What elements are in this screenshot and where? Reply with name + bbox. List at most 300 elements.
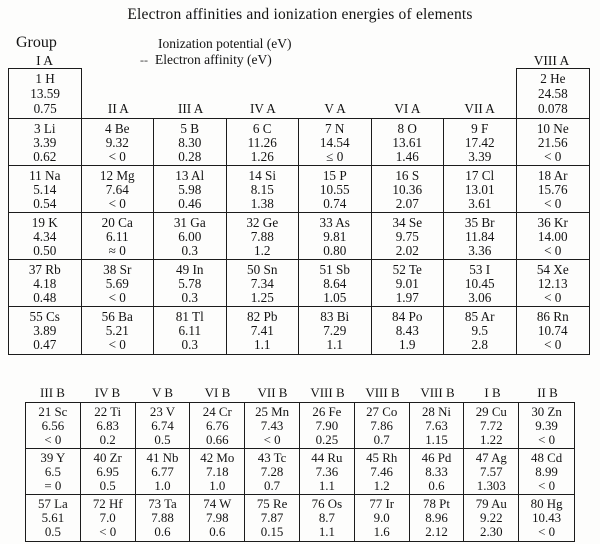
- element-symbol: 57 La: [38, 497, 68, 511]
- element-symbol: 43 Tc: [257, 451, 287, 465]
- ionization-potential: 8.7: [318, 511, 335, 525]
- electron-affinity: 0.6: [154, 525, 171, 539]
- element-symbol: 10 Ne: [536, 120, 569, 136]
- element-symbol: 18 Ar: [537, 167, 568, 183]
- element-cell: [444, 119, 517, 166]
- ionization-potential: 5.78: [178, 275, 202, 291]
- ionization-potential: 7.98: [206, 511, 229, 525]
- element-symbol: 25 Mn: [255, 405, 290, 419]
- ionization-potential: 7.86: [370, 419, 393, 433]
- electron-affinity: 1.05: [323, 289, 347, 305]
- electron-affinity: 2.02: [395, 242, 419, 258]
- element-symbol: 52 Te: [392, 261, 422, 277]
- electron-affinity: < 0: [263, 433, 281, 447]
- element-symbol: 3 Li: [33, 120, 56, 136]
- electron-affinity: = 0: [44, 479, 62, 493]
- main-periodic-table: [8, 68, 590, 355]
- element-symbol: 84 Po: [392, 308, 423, 324]
- element-cell: [299, 307, 372, 354]
- ionization-potential: 6.77: [151, 465, 174, 479]
- column-header-via: [371, 68, 443, 118]
- ionization-potential: 8.30: [178, 134, 202, 150]
- electron-affinity: 0.078: [538, 101, 568, 116]
- column-header-va: [299, 68, 371, 118]
- element-symbol: 78 Pt: [423, 497, 450, 511]
- element-symbol: 74 W: [203, 497, 232, 511]
- ionization-potential: 4.34: [33, 228, 57, 244]
- element-symbol: 11 Na: [29, 167, 61, 183]
- ionization-potential: 10.36: [392, 181, 423, 197]
- element-symbol: 7 N: [325, 120, 345, 136]
- electron-affinity: 0.74: [323, 195, 347, 211]
- element-symbol: 80 Hg: [530, 497, 563, 511]
- element-symbol: 50 Sn: [247, 261, 278, 277]
- electron-affinity: 0.46: [178, 195, 202, 211]
- ionization-potential: 8.64: [323, 275, 347, 291]
- element-symbol: 6 C: [252, 120, 272, 136]
- ionization-potential: 6.00: [178, 228, 202, 244]
- element-cell: [136, 495, 191, 541]
- electron-affinity: 3.39: [468, 148, 492, 164]
- element-symbol: 19 K: [31, 214, 58, 230]
- element-symbol: 86 Rn: [536, 308, 569, 324]
- column-header-label: VI A: [394, 101, 421, 116]
- element-cell: [464, 449, 519, 495]
- electron-affinity: 0.66: [206, 433, 229, 447]
- page-title: Electron affinities and ionization energies of elements: [127, 6, 473, 23]
- electron-affinity: < 0: [108, 336, 126, 352]
- element-symbol: 16 S: [395, 167, 420, 183]
- element-cell: [81, 495, 136, 541]
- electron-affinity: 3.36: [468, 242, 492, 258]
- electron-affinity: < 0: [99, 525, 117, 539]
- ionization-potential: 7.88: [151, 511, 174, 525]
- electron-affinity: 1.1: [318, 525, 335, 539]
- element-cell: [410, 403, 465, 449]
- column-header-label: VIII B: [310, 385, 345, 400]
- element-cell: [227, 119, 300, 166]
- element-cell: [154, 260, 227, 307]
- ionization-potential: 7.28: [260, 465, 284, 479]
- element-symbol: 32 Ge: [246, 214, 279, 230]
- electron-affinity: 0.5: [154, 433, 171, 447]
- electron-affinity: ≤ 0: [326, 148, 344, 164]
- ionization-potential: 24.58: [538, 86, 568, 101]
- element-symbol: 72 Hf: [92, 497, 123, 511]
- column-header-label: VI B: [204, 385, 231, 400]
- column-header-label: VIII B: [420, 385, 455, 400]
- element-symbol: 15 P: [322, 167, 347, 183]
- element-cell: [190, 495, 245, 541]
- element-symbol: 39 Y: [40, 451, 66, 465]
- element-symbol: 37 Rb: [28, 261, 61, 277]
- electron-affinity: 1.26: [250, 148, 274, 164]
- ionization-potential: 7.29: [323, 322, 347, 338]
- element-symbol: 55 Cs: [29, 308, 60, 324]
- element-symbol: 54 Xe: [536, 261, 569, 277]
- ionization-potential: 14.54: [319, 134, 350, 150]
- element-cell: [464, 403, 519, 449]
- element-cell: [372, 166, 445, 213]
- element-cell: [299, 213, 372, 260]
- element-symbol: 81 Tl: [175, 308, 204, 324]
- ionization-potential: 6.11: [178, 322, 202, 338]
- element-cell: [245, 495, 300, 541]
- electron-affinity: 0.3: [181, 242, 198, 258]
- ionization-potential: 5.21: [105, 322, 129, 338]
- electron-affinity: 1.2: [254, 242, 271, 258]
- electron-affinity: < 0: [538, 433, 556, 447]
- electron-affinity: 0.5: [44, 525, 61, 539]
- group-viiia-label: VIII A: [533, 53, 570, 68]
- column-header-label: IV B: [94, 385, 121, 400]
- ionization-potential: 7.63: [425, 419, 448, 433]
- element-cell: [300, 403, 355, 449]
- column-header-label: V B: [151, 385, 174, 400]
- electron-affinity: 0.2: [99, 433, 116, 447]
- element-symbol: 48 Cd: [531, 451, 563, 465]
- column-header-label: VII B: [257, 385, 288, 400]
- element-symbol: 75 Re: [256, 497, 288, 511]
- ionization-potential: 8.43: [395, 322, 419, 338]
- element-cell: [372, 119, 445, 166]
- ionization-potential: 7.36: [315, 465, 339, 479]
- ionization-potential: 6.76: [206, 419, 229, 433]
- ionization-potential: 13.61: [392, 134, 423, 150]
- electron-affinity: 3.61: [468, 195, 492, 211]
- ionization-potential: 9.5: [471, 322, 488, 338]
- electron-affinity: < 0: [108, 148, 126, 164]
- element-cell: [517, 166, 590, 213]
- element-symbol: 41 Nb: [146, 451, 179, 465]
- element-cell: [9, 260, 82, 307]
- electron-affinity: 2.07: [395, 195, 419, 211]
- ionization-potential: 13.01: [464, 181, 495, 197]
- ionization-potential: 6.74: [151, 419, 174, 433]
- ionization-potential: 7.0: [99, 511, 116, 525]
- element-symbol: 21 Sc: [38, 405, 68, 419]
- element-symbol: 23 V: [149, 405, 176, 419]
- ionization-potential: 5.14: [33, 181, 57, 197]
- ionization-potential: 10.43: [532, 511, 562, 525]
- element-symbol: 36 Kr: [537, 214, 568, 230]
- element-cell: [410, 449, 465, 495]
- element-cell: [82, 307, 155, 354]
- element-symbol: 85 Ar: [464, 308, 495, 324]
- column-header-iva: [227, 68, 299, 118]
- element-cell: [464, 495, 519, 541]
- electron-affinity: < 0: [108, 289, 126, 305]
- ionization-potential: 21.56: [537, 134, 568, 150]
- element-cell: [245, 403, 300, 449]
- element-cell: [444, 260, 517, 307]
- electron-affinity: 1.38: [250, 195, 274, 211]
- element-cell: [227, 166, 300, 213]
- ionization-potential: 5.61: [41, 511, 65, 525]
- element-cell: [519, 495, 574, 541]
- element-cell: [81, 403, 136, 449]
- element-cell: [82, 166, 155, 213]
- ionization-potential: 7.41: [250, 322, 274, 338]
- ionization-potential: 7.57: [480, 465, 503, 479]
- helium-cell: [516, 68, 590, 118]
- ionization-potential: 11.84: [465, 228, 495, 244]
- ionization-potential: 15.76: [537, 181, 568, 197]
- ionization-potential: 8.99: [535, 465, 558, 479]
- column-header-label: VIII B: [365, 385, 400, 400]
- column-header-label: III A: [177, 101, 204, 116]
- ionization-potential: 6.83: [96, 419, 119, 433]
- element-cell: [136, 449, 191, 495]
- element-symbol: 47 Ag: [475, 451, 507, 465]
- element-symbol: 77 Ir: [369, 497, 395, 511]
- element-symbol: 79 Au: [475, 497, 507, 511]
- element-cell: [9, 307, 82, 354]
- element-cell: [517, 260, 590, 307]
- electron-affinity: 1.46: [395, 148, 419, 164]
- element-symbol: 33 As: [319, 214, 350, 230]
- ionization-potential: 14.00: [537, 228, 568, 244]
- element-symbol: 82 Pb: [247, 308, 278, 324]
- electron-affinity: 1.22: [480, 433, 503, 447]
- element-cell: [190, 403, 245, 449]
- ionization-potential: 9.22: [480, 511, 503, 525]
- electron-affinity: < 0: [538, 525, 556, 539]
- element-symbol: 51 Sb: [319, 261, 350, 277]
- electron-affinity: 0.48: [33, 289, 57, 305]
- ionization-potential: 9.81: [323, 228, 347, 244]
- ionization-potential: 7.64: [105, 181, 129, 197]
- electron-affinity: 0.25: [315, 433, 339, 447]
- column-header-iiia: [155, 68, 227, 118]
- element-cell: [519, 449, 574, 495]
- element-cell: [410, 495, 465, 541]
- ionization-potential: 6.56: [41, 419, 65, 433]
- element-symbol: 26 Fe: [312, 405, 342, 419]
- ionization-potential: 7.43: [260, 419, 284, 433]
- column-header-label: VII A: [464, 101, 495, 116]
- main-table-body: [8, 118, 590, 355]
- element-symbol: 53 I: [469, 261, 491, 277]
- ionization-potential: 9.75: [395, 228, 419, 244]
- ionization-potential: 8.33: [425, 465, 448, 479]
- electron-affinity: 2.8: [471, 336, 488, 352]
- element-cell: [82, 119, 155, 166]
- element-symbol: 30 Zn: [531, 405, 562, 419]
- electron-affinity: 1.6: [373, 525, 390, 539]
- element-cell: [517, 213, 590, 260]
- element-symbol: 44 Ru: [311, 451, 343, 465]
- element-cell: [154, 307, 227, 354]
- column-header-label: I B: [484, 385, 501, 400]
- ionization-potential: 7.18: [206, 465, 229, 479]
- ionization-potential: 8.96: [425, 511, 448, 525]
- electron-affinity: 0.47: [33, 336, 57, 352]
- electron-affinity: 0.7: [373, 433, 390, 447]
- electron-affinity: 1.15: [425, 433, 448, 447]
- group-label: Group: [16, 34, 57, 51]
- ionization-potential: 7.34: [250, 275, 274, 291]
- element-symbol: 83 Bi: [320, 308, 350, 324]
- element-cell: [82, 213, 155, 260]
- legend-dash: --: [140, 53, 148, 67]
- legend-electron-affinity: [140, 52, 272, 68]
- element-cell: [517, 307, 590, 354]
- electron-affinity: < 0: [544, 195, 562, 211]
- element-cell: [355, 449, 410, 495]
- element-cell: [444, 307, 517, 354]
- electron-affinity: 1.9: [399, 336, 416, 352]
- element-symbol: 28 Ni: [421, 405, 451, 419]
- legend-ea-label: Electron affinity (eV): [155, 52, 272, 67]
- element-cell: [154, 213, 227, 260]
- element-cell: [26, 495, 81, 541]
- element-symbol: 9 F: [471, 120, 489, 136]
- legend-ionization-label: Ionization potential (eV): [158, 36, 292, 51]
- electron-affinity: 0.3: [181, 336, 198, 352]
- element-cell: [372, 260, 445, 307]
- electron-affinity: 1.0: [154, 479, 171, 493]
- element-symbol: 14 Si: [248, 167, 276, 183]
- ionization-potential: 7.88: [250, 228, 274, 244]
- ionization-potential: 9.0: [373, 511, 390, 525]
- column-header-viia: [444, 68, 516, 118]
- group-ia-label: I A: [36, 53, 53, 68]
- ionization-potential: 6.95: [96, 465, 119, 479]
- element-symbol: 5 B: [180, 120, 200, 136]
- column-header-label: II B: [537, 385, 558, 400]
- electron-affinity: 0.80: [323, 242, 347, 258]
- ionization-potential: 17.42: [464, 134, 495, 150]
- element-symbol: 56 Ba: [101, 308, 133, 324]
- element-symbol: 34 Se: [392, 214, 423, 230]
- element-symbol: 12 Mg: [99, 167, 135, 183]
- element-symbol: 27 Co: [366, 405, 398, 419]
- element-cell: [372, 307, 445, 354]
- ionization-potential: 6.11: [105, 228, 129, 244]
- ionization-potential: 3.39: [33, 134, 57, 150]
- electron-affinity: 1.1: [326, 336, 343, 352]
- ionization-potential: 7.46: [370, 465, 393, 479]
- element-symbol: 17 Cl: [465, 167, 495, 183]
- electron-affinity: 1.1: [254, 336, 271, 352]
- column-header-label: II A: [107, 101, 129, 116]
- transition-metals-table: [25, 385, 575, 542]
- element-cell: [372, 213, 445, 260]
- element-cell: [9, 119, 82, 166]
- electron-affinity: 0.3: [181, 289, 198, 305]
- electron-affinity: 1.2: [373, 479, 390, 493]
- element-cell: [355, 403, 410, 449]
- element-cell: [26, 403, 81, 449]
- element-cell: [81, 449, 136, 495]
- element-symbol: 24 Cr: [202, 405, 232, 419]
- electron-affinity: < 0: [544, 148, 562, 164]
- element-symbol: 22 Ti: [94, 405, 122, 419]
- element-cell: [26, 449, 81, 495]
- electron-affinity: 1.25: [250, 289, 274, 305]
- electron-affinity: 0.6: [209, 525, 226, 539]
- ionization-potential: 5.69: [105, 275, 129, 291]
- element-symbol: 29 Cu: [475, 405, 507, 419]
- electron-affinity: 0.5: [99, 479, 116, 493]
- element-symbol: 1 H: [35, 71, 55, 86]
- electron-affinity: < 0: [544, 242, 562, 258]
- element-symbol: 31 Ga: [173, 214, 206, 230]
- electron-affinity: 0.28: [178, 148, 202, 164]
- element-cell: [136, 403, 191, 449]
- element-cell: [299, 260, 372, 307]
- ionization-potential: 9.32: [105, 134, 129, 150]
- electron-affinity: 1.1: [318, 479, 335, 493]
- element-symbol: 49 In: [176, 261, 204, 277]
- electron-affinity: < 0: [538, 479, 556, 493]
- electron-affinity: 2.30: [480, 525, 503, 539]
- ionization-potential: 10.55: [319, 181, 350, 197]
- ionization-potential: 9.39: [535, 419, 558, 433]
- electron-affinity: 0.6: [428, 479, 445, 493]
- element-symbol: 13 Al: [175, 167, 205, 183]
- electron-affinity: 0.62: [33, 148, 57, 164]
- element-cell: [82, 260, 155, 307]
- b-table-body: [25, 402, 575, 542]
- element-cell: [517, 119, 590, 166]
- ionization-potential: 7.72: [480, 419, 503, 433]
- element-symbol: 35 Br: [464, 214, 495, 230]
- ionization-potential: 6.5: [44, 465, 61, 479]
- electron-affinity: 0.7: [264, 479, 281, 493]
- ionization-potential: 7.90: [315, 419, 339, 433]
- ionization-potential: 11.26: [247, 134, 277, 150]
- element-cell: [154, 119, 227, 166]
- electron-affinity: 1.303: [476, 479, 506, 493]
- element-cell: [300, 495, 355, 541]
- element-cell: [355, 495, 410, 541]
- electron-affinity: < 0: [544, 336, 562, 352]
- element-cell: [9, 213, 82, 260]
- element-cell: [444, 213, 517, 260]
- element-cell: [299, 166, 372, 213]
- element-symbol: 8 O: [397, 120, 417, 136]
- electron-affinity: 0.15: [260, 525, 284, 539]
- ionization-potential: 12.13: [537, 275, 568, 291]
- element-cell: [227, 260, 300, 307]
- ionization-potential: 8.15: [250, 181, 274, 197]
- element-symbol: 40 Zr: [93, 451, 122, 465]
- element-cell: [227, 213, 300, 260]
- electron-affinity: 1.97: [395, 289, 419, 305]
- ionization-potential: 10.45: [464, 275, 495, 291]
- ionization-potential: 9.01: [395, 275, 419, 291]
- element-symbol: 38 Sr: [103, 261, 132, 277]
- electron-affinity: < 0: [44, 433, 62, 447]
- element-symbol: 2 He: [540, 71, 566, 86]
- ionization-potential: 7.87: [260, 511, 284, 525]
- electron-affinity: ≈ 0: [108, 242, 126, 258]
- ionization-potential: 4.18: [33, 275, 57, 291]
- electron-affinity: < 0: [108, 195, 126, 211]
- element-symbol: 46 Pd: [421, 451, 452, 465]
- ionization-potential: 5.98: [178, 181, 202, 197]
- hydrogen-cell: [8, 68, 82, 118]
- element-cell: [9, 166, 82, 213]
- element-symbol: 20 Ca: [101, 214, 133, 230]
- column-header-label: IV A: [249, 101, 276, 116]
- element-cell: [519, 403, 574, 449]
- electron-affinity: 0.75: [33, 101, 57, 116]
- ionization-potential: 3.89: [33, 322, 57, 338]
- element-symbol: 42 Mo: [200, 451, 235, 465]
